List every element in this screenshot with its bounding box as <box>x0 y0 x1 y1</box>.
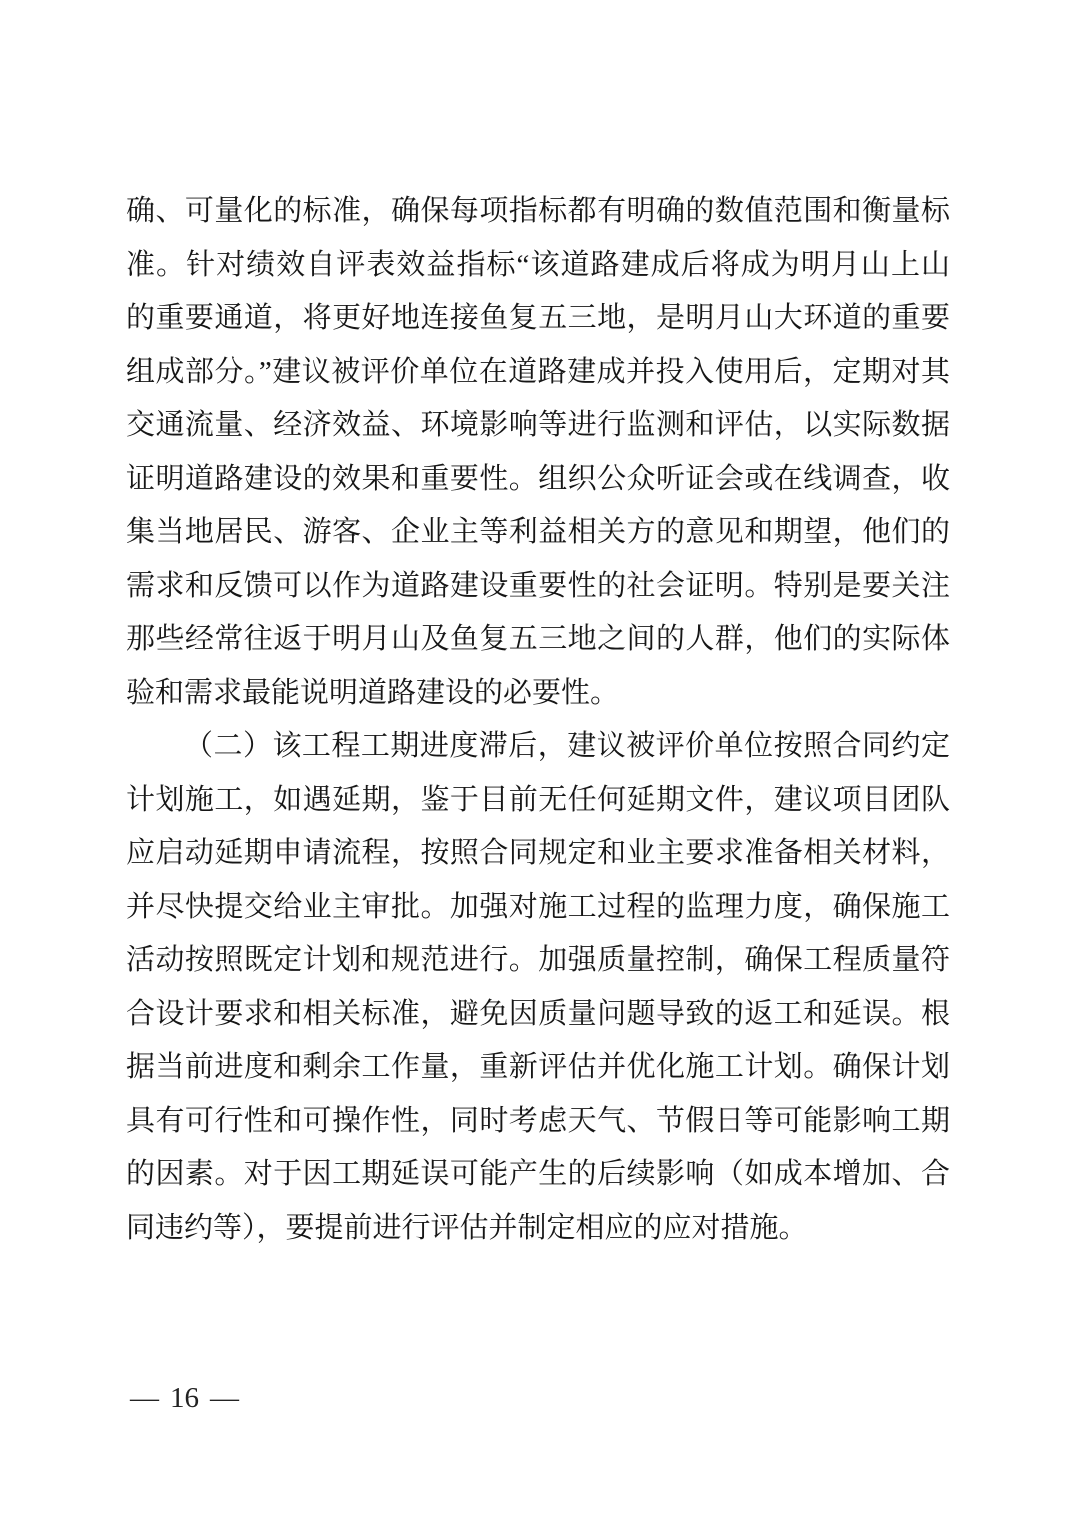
page-number-footer <box>130 1381 239 1415</box>
paragraph-section-two: （二）该工程工期进度滞后，建议被评价单位按照合同约定计划施工，如遇延期，鉴于目前无任何延期文件，建议项目团队应启动延期申请流程，按照合同规定和业主要求准备相关材料，并尽快提交给业主审批。加强对施工过程的监理力度，确保施工活动按照既定计划和规范进行。加强质量控制，确保工程质量符合设计要求和相关标准，避免因质量问题导致的返工和延误。根据当前进度和剩余工作量，重新评估并优化施工计划。确保计划具有可行性和可操作性，同时考虑天气、节假日等可能影响工期的因素。对于因工期延误可能产生的后续影响（如成本增加、合同违约等），要提前进行评估并制定相应的应对措施。 <box>126 730 950 1244</box>
page-number-right-dash: — <box>210 1382 239 1414</box>
page-number-left-dash: — <box>130 1382 159 1414</box>
paragraph-continuation: 确、可量化的标准，确保每项指标都有明确的数值范围和衡量标准。针对绩效自评表效益指标“该道路建成后将成为明月山上山的重要通道，将更好地连接鱼复五三地，是明月山大环道的重要组成部分。”建议被评价单位在道路建成并投入使用后，定期对其交通流量、经济效益、环境影响等进行监测和评估，以实际数据证明道路建设的效果和重要性。组织公众听证会或在线调查，收集当地居民、游客、企业主等利益相关方的意见和期望，他们的需求和反馈可以作为道路建设重要性的社会证明。特别是要关注那些经常往返于明月山及鱼复五三地之间的人群，他们的实际体验和需求最能说明道路建设的必要性。 <box>126 195 950 709</box>
page-number: 16 <box>170 1382 199 1414</box>
document-body <box>126 185 950 1255</box>
